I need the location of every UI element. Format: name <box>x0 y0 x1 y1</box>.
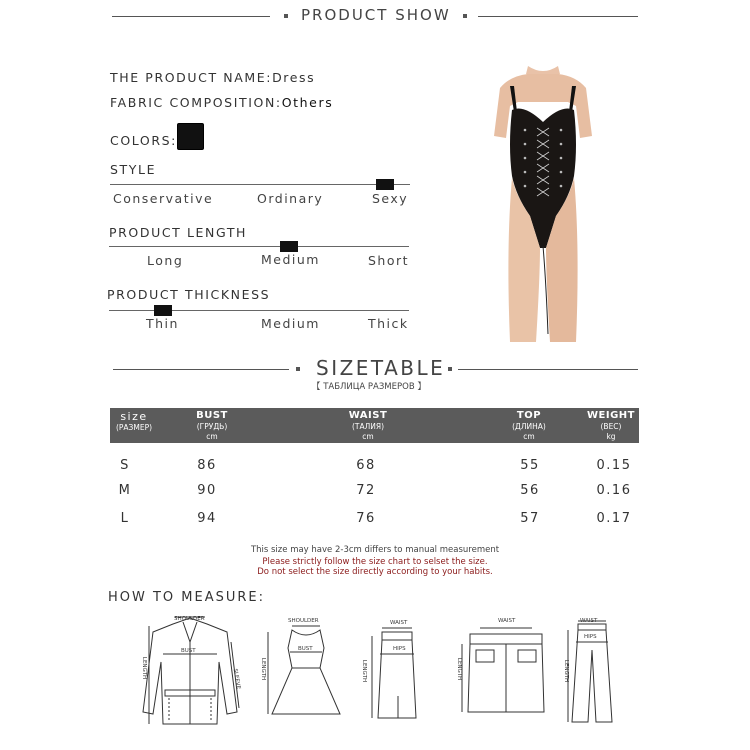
dress-length-label: LENGTH <box>260 657 267 681</box>
style-label: STYLE <box>110 162 157 177</box>
cell-size: M <box>118 483 132 498</box>
cell-bust: 90 <box>197 483 217 498</box>
cell-top: 56 <box>520 483 540 498</box>
cell-waist: 68 <box>356 458 376 473</box>
th-waist: WAIST (ТАЛИЯ) cm <box>348 410 388 441</box>
skirt-measure-diagram <box>368 626 428 726</box>
th-top: TOP (ДЛИНА) cm <box>512 410 546 441</box>
cell-size: L <box>120 511 130 526</box>
header-line-right <box>478 16 638 17</box>
fabric-label: FABRIC COMPOSITION: <box>110 95 282 110</box>
jacket-bust-label: BUST <box>181 648 196 654</box>
product-name-value: Dress <box>272 70 316 85</box>
sizetable-subtitle: 【 ТАБЛИЦА РАЗМЕРОВ 】 <box>312 382 426 392</box>
pants-length-label: LENGTH <box>563 659 570 683</box>
skirt-waist-label: WAIST <box>390 620 408 626</box>
cell-weight: 0.15 <box>596 458 632 473</box>
shorts-length-label: LENGTH <box>456 657 463 681</box>
size-note-habits: Do not select the size directly according to your habits. <box>257 567 493 577</box>
th-size: size (РАЗМЕР) <box>115 410 153 432</box>
style-scale-line <box>110 184 410 185</box>
cell-weight: 0.16 <box>596 483 632 498</box>
colors-label: COLORS: <box>110 133 177 148</box>
cell-bust: 94 <box>197 511 217 526</box>
thickness-option-thin: Thin <box>146 316 179 331</box>
cell-weight: 0.17 <box>596 511 632 526</box>
skirt-length-label: LENGTH <box>361 659 368 683</box>
jacket-sleeve-label: SLEEVE <box>231 668 242 690</box>
skirt-hips-label: HIPS <box>393 646 406 652</box>
length-option-medium: Medium <box>261 252 320 267</box>
size-note-follow: Please strictly follow the size chart to selset the size. <box>262 557 488 567</box>
sizetable-dot-left <box>296 367 300 371</box>
sizetable-line-left <box>113 369 289 370</box>
pants-waist-label: WAIST <box>580 618 598 624</box>
length-option-short: Short <box>368 253 410 268</box>
cell-top: 57 <box>520 511 540 526</box>
th-bust: BUST (ГРУДЬ) cm <box>196 410 228 441</box>
cell-waist: 76 <box>356 511 376 526</box>
jacket-measure-diagram <box>135 612 245 730</box>
cell-top: 55 <box>520 458 540 473</box>
style-option-sexy: Sexy <box>372 191 409 206</box>
header-dot-right <box>463 14 467 18</box>
thickness-option-thick: Thick <box>368 316 409 331</box>
pants-hips-label: HIPS <box>584 634 597 640</box>
dress-measure-diagram <box>264 624 348 724</box>
jacket-length-label: LENGTH <box>141 656 148 680</box>
length-scale-line <box>109 246 409 247</box>
thickness-marker <box>154 305 172 316</box>
style-option-ordinary: Ordinary <box>257 191 324 206</box>
style-option-conservative: Conservative <box>113 191 214 206</box>
header-dot-left <box>284 14 288 18</box>
how-to-measure-title: HOW TO MEASURE: <box>108 590 266 605</box>
dress-bust-label: BUST <box>298 646 313 652</box>
shorts-measure-diagram <box>460 624 550 720</box>
sizetable-dot-right <box>448 367 452 371</box>
product-show-title: PRODUCT SHOW <box>301 6 451 24</box>
jacket-shoulder-label: SHOULDER <box>174 616 205 622</box>
fabric-value: Others <box>281 95 334 110</box>
length-marker <box>280 241 298 252</box>
product-photo <box>480 66 606 346</box>
sizetable-line-right <box>458 369 638 370</box>
fabric-row <box>110 95 333 110</box>
product-name-label: THE PRODUCT NAME: <box>110 70 273 85</box>
shorts-waist-label: WAIST <box>498 618 516 624</box>
size-note-measurement: This size may have 2-3cm differs to manual measurement <box>250 545 500 555</box>
cell-bust: 86 <box>197 458 217 473</box>
th-weight: WEIGHT (ВЕС) kg <box>587 410 635 441</box>
style-marker <box>376 179 394 190</box>
thickness-option-medium: Medium <box>261 316 320 331</box>
thickness-label: PRODUCT THICKNESS <box>107 287 271 302</box>
length-option-long: Long <box>147 253 184 268</box>
cell-waist: 72 <box>356 483 376 498</box>
header-line-left <box>112 16 270 17</box>
length-label: PRODUCT LENGTH <box>109 225 248 240</box>
product-name-row <box>110 70 315 85</box>
color-swatch-black[interactable] <box>177 123 204 150</box>
cell-size: S <box>120 458 130 473</box>
size-table-header <box>110 408 639 443</box>
sizetable-title: SIZETABLE <box>316 356 446 380</box>
dress-shoulder-label: SHOULDER <box>288 618 319 624</box>
